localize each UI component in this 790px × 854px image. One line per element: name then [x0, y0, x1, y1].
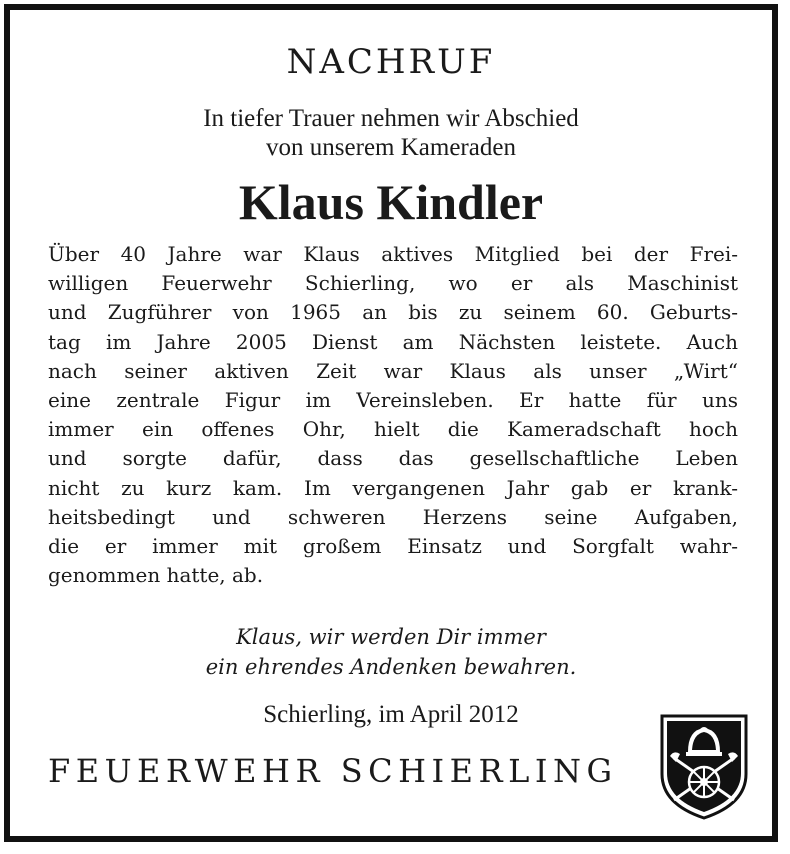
- signature: FEUERWEHR SCHIERLING: [48, 752, 618, 790]
- body-line: heitsbedingt und schweren Herzens seine Aufgaben,: [48, 504, 738, 529]
- body-line: und Zugführer von 1965 an bis zu seinem 60. Geburts-: [48, 300, 738, 325]
- body-line: Über 40 Jahre war Klaus aktives Mitglied bei der Frei-: [48, 242, 738, 266]
- body-line: nach seiner aktiven Zeit war Klaus als unser „Wirt“: [48, 358, 738, 383]
- place-date: Schierling, im April 2012: [263, 701, 519, 728]
- closing-text: [10, 622, 772, 682]
- body-line: tag im Jahre 2005 Dienst am Nächsten leistete. Auch: [48, 329, 738, 354]
- closing-line: ein ehrendes Andenken bewahren.: [205, 655, 577, 679]
- body-line: die er immer mit großem Einsatz und Sorgfalt wahr-: [48, 534, 738, 559]
- intro-text: [10, 104, 772, 162]
- deceased-name: Klaus Kindler: [238, 174, 544, 230]
- intro-line: von unserem Kameraden: [266, 134, 516, 161]
- body-line: nicht zu kurz kam. Im vergangenen Jahr gab er krank-: [48, 475, 738, 500]
- notice-heading: NACHRUF: [286, 42, 496, 82]
- body-line: willigen Feuerwehr Schierling, wo er als Maschinist: [48, 271, 738, 296]
- body-line: und sorgte dafür, dass das gesellschaftliche Leben: [48, 446, 738, 471]
- intro-line: In tiefer Trauer nehmen wir Abschied: [203, 105, 579, 132]
- body-text: [48, 240, 738, 590]
- obituary-notice: [10, 10, 772, 836]
- closing-line: Klaus, wir werden Dir immer: [236, 625, 546, 649]
- body-line: eine zentrale Figur im Vereinsleben. Er hatte für uns: [48, 388, 738, 413]
- body-line: immer ein offenes Ohr, hielt die Kameradschaft hoch: [48, 417, 738, 442]
- fire-brigade-crest-icon: [658, 712, 750, 820]
- body-line: genommen hatte, ab.: [48, 563, 264, 588]
